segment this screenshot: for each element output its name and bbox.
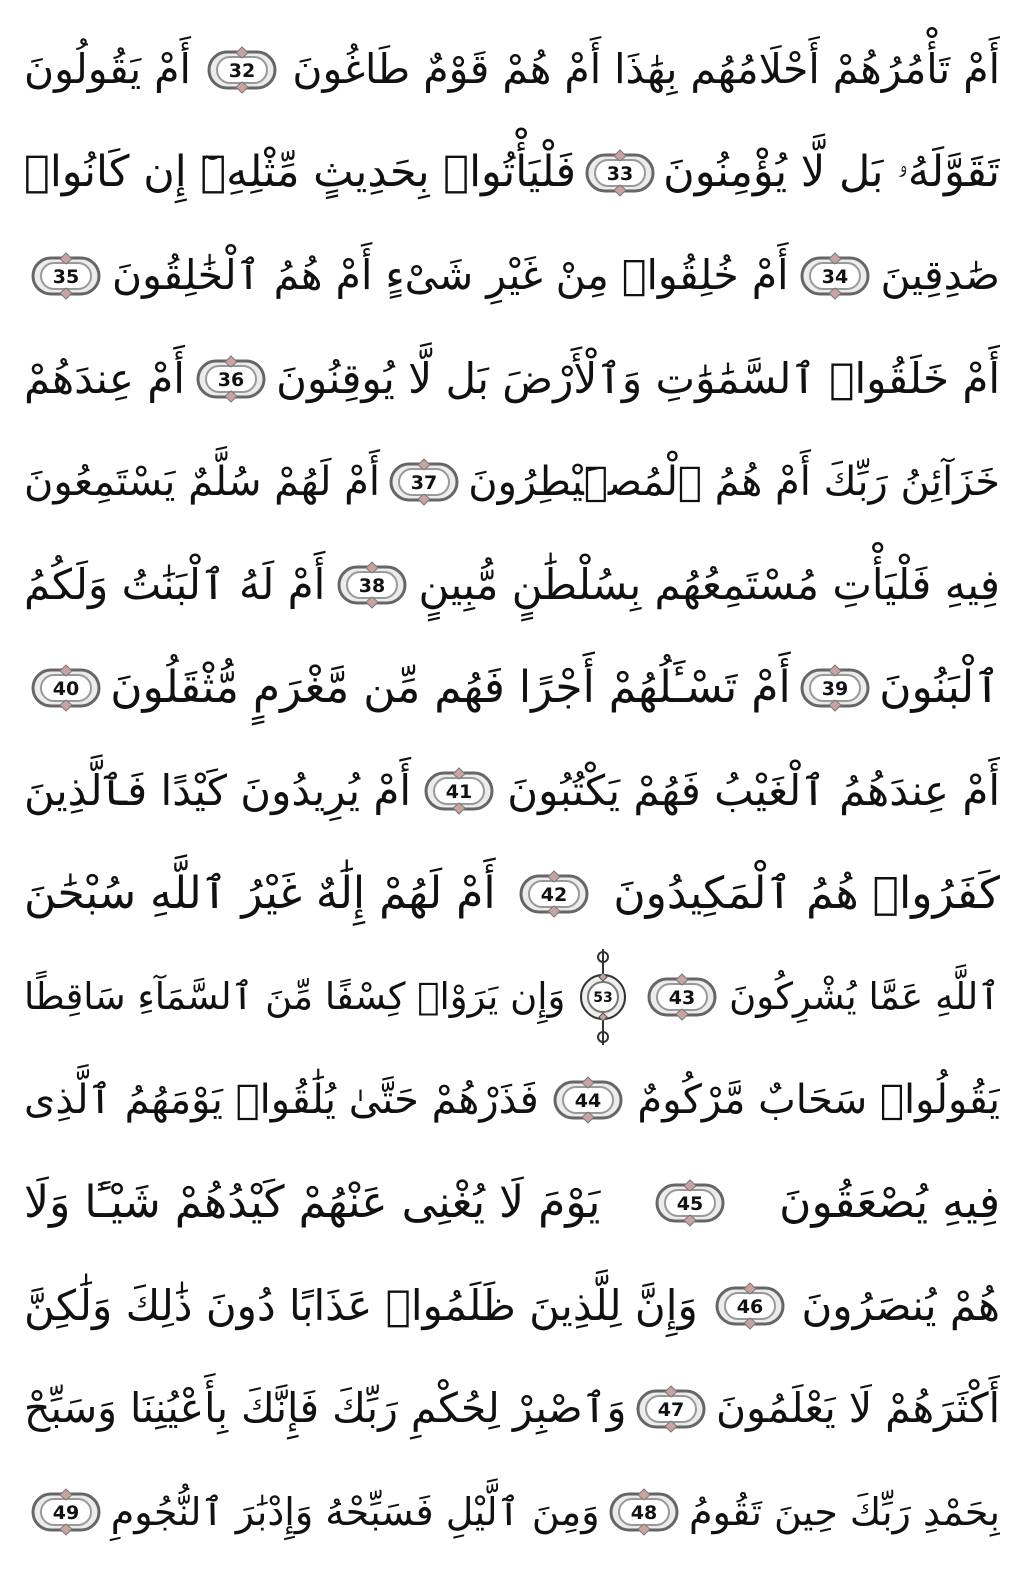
text-line xyxy=(24,1048,1000,1151)
text-line xyxy=(24,121,1000,224)
verse-number-marker xyxy=(195,355,267,403)
text-line xyxy=(24,1254,1000,1357)
text-line xyxy=(24,18,1000,121)
verse-text: فَلْيَأْتُوا۟ بِحَدِيثٍ مِّثْلِهِۦٓ إِن كَانُوا۟ xyxy=(24,147,577,197)
verse-text: صَٰدِقِينَ xyxy=(880,251,1000,299)
verse-text: وَمِنَ ٱلَّيْلِ فَسَبِّحْهُ وَإِدْبَٰرَ ٱلنُّجُومِ xyxy=(110,1489,600,1534)
svg-text:42: 42 xyxy=(541,883,568,906)
text-line xyxy=(24,533,1000,636)
text-line xyxy=(24,1357,1000,1460)
svg-text:33: 33 xyxy=(606,162,633,185)
verse-number-marker xyxy=(654,1179,726,1227)
verse-text: أَمْ لَهُ ٱلْبَنَٰتُ وَلَكُمُ xyxy=(24,559,326,609)
verse-number-marker xyxy=(336,561,408,609)
svg-text:37: 37 xyxy=(410,471,438,494)
text-line xyxy=(24,1460,1000,1563)
verse-text: أَمْ عِندَهُمْ xyxy=(24,353,185,403)
verse-text: أَمْ يَقُولُونَ xyxy=(24,45,191,93)
svg-text:35: 35 xyxy=(52,265,80,288)
verse-number-marker xyxy=(552,1076,624,1124)
verse-text: بِحَمْدِ رَبِّكَ حِينَ تَقُومُ xyxy=(688,1489,1000,1534)
svg-text:45: 45 xyxy=(676,1192,703,1215)
verse-number-marker xyxy=(30,1488,102,1536)
svg-text:34: 34 xyxy=(821,265,848,288)
text-line xyxy=(24,945,1000,1048)
verse-number-marker xyxy=(30,252,102,300)
svg-text:38: 38 xyxy=(358,574,386,597)
sajda-emblem xyxy=(575,947,631,1047)
svg-text:49: 49 xyxy=(52,1501,80,1524)
verse-text: أَمْ خُلِقُوا۟ مِنْ غَيْرِ شَىْءٍ أَمْ هُمُ ٱلْخَٰلِقُونَ xyxy=(112,251,789,299)
verse-number-marker xyxy=(423,767,495,815)
verse-text: فِيهِ يُصْعَقُونَ xyxy=(779,1176,1000,1228)
text-line xyxy=(24,430,1000,533)
verse-text: أَمْ لَهُمْ سُلَّمٌ يَسْتَمِعُونَ xyxy=(24,458,381,505)
verse-number-marker xyxy=(799,664,871,712)
verse-number-marker xyxy=(388,458,460,506)
verse-number-marker xyxy=(646,973,718,1021)
verse-text: هُمْ يُنصَرُونَ xyxy=(801,1280,1000,1330)
verse-text: وَإِن يَرَوْا۟ كِسْفًا مِّنَ ٱلسَّمَآءِ سَاقِطًا xyxy=(24,975,566,1018)
verse-text: أَمْ تَأْمُرُهُمْ أَحْلَامُهُم بِهَٰذَا أَمْ هُمْ قَوْمٌ طَاغُونَ xyxy=(292,45,1000,93)
text-line xyxy=(24,1151,1000,1254)
svg-text:39: 39 xyxy=(821,677,849,700)
verse-text: أَكْثَرَهُمْ لَا يَعْلَمُونَ xyxy=(715,1384,1000,1432)
svg-text:41: 41 xyxy=(445,780,473,803)
text-line xyxy=(24,327,1000,430)
verse-text: يَوْمَ لَا يُغْنِى عَنْهُمْ كَيْدُهُمْ شَيْـًٔا وَلَا xyxy=(24,1176,601,1228)
verse-text: أَمْ يُرِيدُونَ كَيْدًا فَٱلَّذِينَ xyxy=(24,765,412,815)
verse-text: أَمْ خَلَقُوا۟ ٱلسَّمَٰوَٰتِ وَٱلْأَرْضَ بَل لَّا يُوقِنُونَ xyxy=(276,353,1000,403)
svg-text:36: 36 xyxy=(217,368,244,391)
verse-number-marker xyxy=(206,46,278,94)
text-line xyxy=(24,224,1000,327)
verse-text: ٱللَّهِ عَمَّا يُشْرِكُونَ xyxy=(729,975,1000,1018)
text-line xyxy=(24,739,1000,842)
verse-text: وَإِنَّ لِلَّذِينَ ظَلَمُوا۟ عَذَابًا دُونَ ذَٰلِكَ وَلَٰكِنَّ xyxy=(24,1280,698,1330)
verse-text: أَمْ تَسْـَٔلُهُمْ أَجْرًا فَهُم مِّن مَّغْرَمٍ مُّثْقَلُونَ xyxy=(110,661,791,713)
svg-text:40: 40 xyxy=(52,677,80,700)
verse-number-marker xyxy=(799,252,871,300)
svg-text:46: 46 xyxy=(736,1295,763,1318)
verse-number-marker xyxy=(635,1385,707,1433)
verse-text: أَمْ عِندَهُمُ ٱلْغَيْبُ فَهُمْ يَكْتُبُونَ xyxy=(507,765,1000,815)
verse-text: يَقُولُوا۟ سَحَابٌ مَّرْكُومٌ xyxy=(637,1076,1000,1123)
svg-text:47: 47 xyxy=(657,1398,685,1421)
verse-number-marker xyxy=(714,1282,786,1330)
verse-number-marker xyxy=(608,1488,680,1536)
verse-text: وَٱصْبِرْ لِحُكْمِ رَبِّكَ فَإِنَّكَ بِأَعْيُنِنَا وَسَبِّحْ xyxy=(24,1384,627,1432)
text-line xyxy=(24,842,1000,945)
text-line xyxy=(24,636,1000,739)
verse-text: أَمْ لَهُمْ إِلَٰهٌ غَيْرُ ٱللَّهِ سُبْحَٰنَ xyxy=(24,867,496,919)
verse-number-marker xyxy=(584,149,656,197)
verse-number-marker xyxy=(518,870,590,918)
verse-text: فِيهِ فَلْيَأْتِ مُسْتَمِعُهُم بِسُلْطَٰنٍ مُّبِينٍ xyxy=(418,559,1000,609)
verse-text: خَزَآئِنُ رَبِّكَ أَمْ هُمُ ٱلْمُصَۣيْطِرُونَ xyxy=(468,458,1000,505)
verse-text: كَفَرُوا۟ هُمُ ٱلْمَكِيدُونَ xyxy=(613,867,1000,919)
svg-text:43: 43 xyxy=(668,986,696,1009)
svg-text:48: 48 xyxy=(631,1501,658,1524)
svg-text:32: 32 xyxy=(228,59,255,82)
verse-text: ٱلْبَنُونَ xyxy=(879,661,1000,713)
verse-text: تَقَوَّلَهُۥ بَل لَّا يُؤْمِنُونَ xyxy=(663,147,1000,197)
verse-text: فَذَرْهُمْ حَتَّىٰ يُلَٰقُوا۟ يَوْمَهُمُ ٱلَّذِى xyxy=(24,1076,539,1123)
verse-number-marker xyxy=(30,664,102,712)
svg-text:44: 44 xyxy=(574,1089,602,1112)
svg-text:53: 53 xyxy=(592,989,613,1006)
